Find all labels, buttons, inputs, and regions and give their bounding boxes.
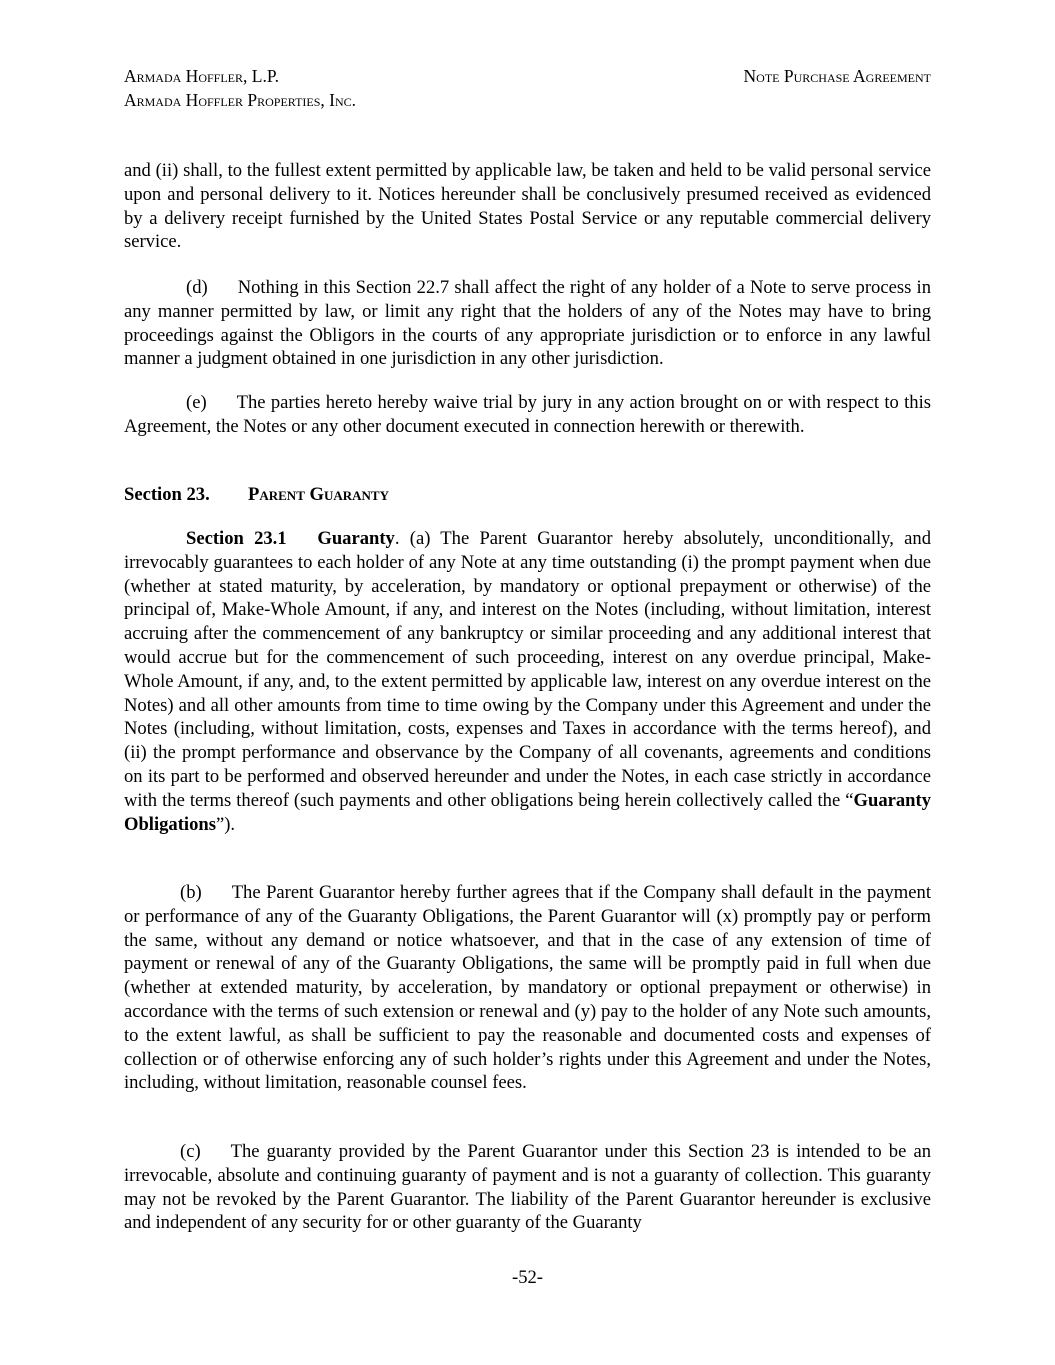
section-23-1-text-end: ”). [215, 813, 236, 835]
clause-c-text: The guaranty provided by the Parent Guarantor under this Section 23 is intended to be an irrevocable, absolute and continuing guaranty of payment and is not a guaranty of collection. This guaranty may not be revoked by the Parent Guarantor. The liability of the Parent Guarantor hereunder is exclusive and independent of any security for or other guaranty of the Guaranty [124, 1141, 931, 1234]
continuation-paragraph: and (ii) shall, to the fullest extent permitted by applicable law, be taken and held to be valid personal service upon and personal delivery to it. Notices hereunder shall be conclusively presumed received as evidenced by a delivery receipt furnished by the United States Postal Service or any reputable commercial delivery service. [124, 160, 931, 253]
section-heading-title: Parent Guaranty [248, 484, 389, 505]
defined-term-guaranty-obligations: Guaranty Obligations [124, 789, 931, 835]
clause-e-label: (e) [186, 392, 207, 413]
page-number: -52- [512, 1267, 543, 1288]
clause-c-paragraph [124, 1140, 931, 1235]
clause-d-paragraph [124, 276, 931, 371]
section-heading-number: Section 23. [124, 484, 210, 505]
header-party-line1: Armada Hoffler, L.P. [124, 66, 279, 86]
section-23-1-paragraph [124, 527, 931, 836]
clause-b-paragraph [124, 881, 931, 1095]
clause-c-label: (c) [180, 1141, 201, 1162]
clause-b-label: (b) [180, 882, 202, 903]
clause-e-text: The parties hereto hereby waive trial by jury in any action brought on or with respect to this Agreement, the Notes or any other document executed in connection herewith or therewith. [124, 392, 931, 437]
section-23-1-title: Guaranty [317, 528, 395, 549]
section-23-1-text: . (a) The Parent Guarantor hereby absolutely, unconditionally, and irrevocably guarantees to each holder of any Note at any time outstanding (i) the prompt payment when due (whether at stated maturity, by acceleration, by mandatory or optional prepayment or otherwise) of the principal of, Make-Whole Amount, if any, and interest on the Notes (including, without limitation, interest accruing after the commencement of any bankruptcy or similar proceeding and any additional interest that would accrue but for the commencement of such proceeding, interest on any overdue principal, Make-Whole Amount, if any, and, to the extent permitted by applicable law, interest on any overdue interest on the Notes) and all other amounts from time to time owing by the Company under this Agreement and under the Notes (including, without limitation, costs, expenses and Taxes in accordance with the terms hereof), and (ii) the prompt performance and observance by the Company of all covenants, agreements and conditions on its part to be performed and observed hereunder and under the Notes, in each case strictly in accordance with the terms thereof (such payments and other obligations being herein collectively called the “ [124, 528, 932, 811]
section-heading [124, 483, 389, 507]
clause-d-label: (d) [186, 277, 208, 298]
header-parties [124, 64, 356, 112]
clause-b-text: The Parent Guarantor hereby further agrees that if the Company shall default in the payment or performance of any of the Guaranty Obligations, the Parent Guarantor will (x) promptly pay or perform the same, without any demand or notice whatsoever, and that in the case of any extension of time of payment or renewal of any of the Guaranty Obligations, the same will be promptly paid in full when due (whether at extended maturity, by acceleration, by mandatory or optional prepayment or otherwise) in accordance with the terms of such extension or renewal and (y) pay to the holder of any Note such amounts, to the extent lawful, as shall be sufficient to pay the reasonable and documented costs and expenses of collection or of otherwise enforcing any of such holder’s rights under this Agreement and under the Notes, including, without limitation, reasonable counsel fees. [124, 882, 931, 1094]
clause-e-paragraph [124, 391, 931, 439]
header-document-title: Note Purchase Agreement [743, 66, 931, 86]
clause-d-text: Nothing in this Section 22.7 shall affect the right of any holder of a Note to serve process in any manner permitted by law, or limit any right that the holders of any of the Notes may have to bring proceedings against the Obligors in the courts of any appropriate jurisdiction or to enforce in any lawful manner a judgment obtained in one jurisdiction in any other jurisdiction. [124, 277, 931, 370]
section-23-1-number: Section 23.1 [186, 528, 287, 549]
header-party-line2: Armada Hoffler Properties, Inc. [124, 90, 357, 110]
